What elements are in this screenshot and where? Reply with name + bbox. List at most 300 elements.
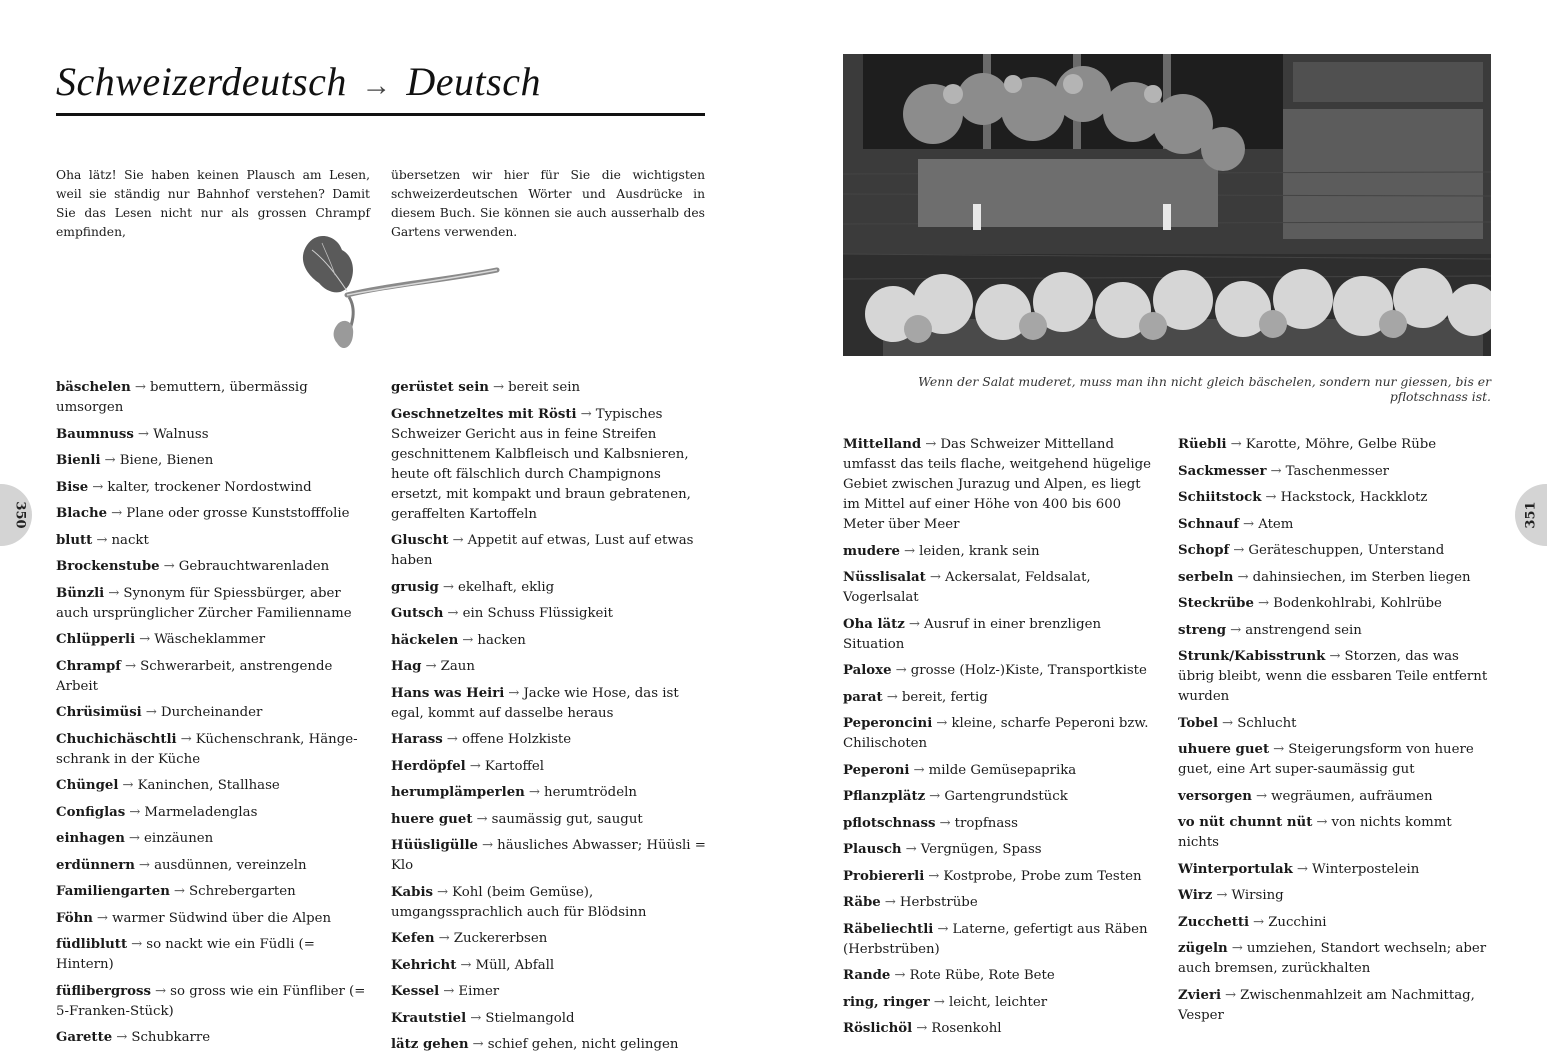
glossary-definition: Bodenkohlrabi, Kohlrübe (1273, 596, 1442, 611)
arrow-icon: → (128, 831, 141, 846)
glossary-definition: Plane oder grosse Kunststofffolie (126, 506, 350, 521)
glossary-definition: Das Schweizer Mittelland umfasst das teils flache, weitgehend hügelige Gebiet zwischen Jurazug und Alpen, es liegt im Mittel auf einer Höhe von 400 bis 600 Meter über Meer (843, 437, 1151, 532)
glossary-entry (843, 840, 1159, 860)
glossary-term: grusig (391, 579, 439, 595)
glossary-term: Chuchichäschtli (56, 731, 177, 747)
glossary-entry (391, 956, 707, 976)
glossary-definition: Küchenschrank, Hängeschrank in der Küche (56, 731, 358, 767)
glossary-term: Garette (56, 1030, 113, 1045)
glossary-entry (391, 836, 707, 876)
arrow-icon: → (180, 731, 192, 747)
glossary-definition: Kaninchen, Stallhase (137, 778, 280, 793)
glossary-entry (56, 504, 372, 524)
arrow-icon: → (460, 957, 472, 973)
arrow-icon: → (884, 895, 896, 910)
glossary-definition: Müll, Abfall (475, 957, 555, 973)
page-number-tab-right (1515, 484, 1547, 546)
glossary-term: Peperoncini (843, 716, 933, 731)
glossary-entry (1178, 541, 1494, 561)
arrow-icon: → (903, 543, 916, 559)
glossary-entry (843, 867, 1159, 887)
glossary-term: Kessel (391, 984, 440, 999)
glossary-definition: umziehen, Standort wechseln; aber auch bremsen, zurückhalten (1178, 941, 1487, 976)
glossary-definition: von nichts kommt nichts (1178, 815, 1452, 850)
glossary-entry (843, 542, 1159, 562)
glossary-column-1 (56, 378, 372, 1055)
arrow-icon: → (1237, 569, 1249, 585)
glossary-definition: kalter, trockener Nordostwind (107, 479, 312, 495)
glossary-definition: Wäscheklammer (154, 632, 266, 647)
glossary-entry (391, 883, 707, 923)
glossary-entry (56, 1028, 372, 1048)
glossary-term: pflotschnass (843, 815, 936, 831)
glossary-entry (391, 531, 707, 571)
arrow-icon: → (137, 426, 150, 442)
glossary-entry (56, 378, 372, 418)
glossary-entry (843, 761, 1159, 781)
arrow-icon: → (129, 804, 141, 820)
glossary-entry (56, 829, 372, 849)
glossary-term: ring, ringer (843, 994, 930, 1010)
title-arrow: → (361, 69, 392, 102)
glossary-term: Herdöpfel (391, 758, 466, 774)
glossary-term: Schiitstock (1178, 490, 1262, 505)
arrow-icon: → (905, 842, 917, 857)
arrow-icon: → (928, 868, 940, 884)
glossary-definition: bereit, fertig (901, 689, 988, 705)
glossary-entry (56, 703, 372, 723)
arrow-icon: → (108, 585, 120, 601)
glossary-entry (843, 435, 1159, 535)
glossary-term: versorgen (1178, 788, 1252, 804)
glossary-entry (391, 405, 707, 525)
arrow-icon: → (925, 437, 937, 452)
arrow-icon: → (442, 579, 454, 595)
glossary-term: Nüsslisalat (843, 570, 926, 585)
glossary-column-3 (843, 435, 1159, 1046)
glossary-entry (56, 584, 372, 624)
glossary-definition: Jacke wie Hose, das ist egal, kommt auf dasselbe heraus (391, 685, 679, 721)
glossary-term: Kefen (391, 931, 435, 946)
arrow-icon: → (438, 931, 450, 946)
glossary-definition: bereit sein (508, 380, 581, 395)
arrow-icon: → (908, 616, 921, 632)
glossary-entry (391, 631, 707, 651)
glossary-term: Rande (843, 968, 891, 983)
glossary-entry (391, 929, 707, 949)
glossary-definition: Marmeladenglas (144, 804, 258, 820)
arrow-icon: → (469, 758, 481, 774)
glossary-term: Rüebli (1178, 437, 1227, 452)
glossary-term: Räbe (843, 895, 881, 910)
window-flower-box-photo (843, 54, 1491, 356)
glossary-definition: Kartoffel (484, 758, 545, 774)
glossary-entry (843, 814, 1159, 834)
glossary-definition: Herbstrübe (899, 895, 978, 910)
glossary-entry (1178, 568, 1494, 588)
arrow-icon: → (933, 994, 945, 1010)
arrow-icon: → (462, 632, 474, 648)
glossary-term: füdliblutt (56, 937, 128, 952)
glossary-definition: so nackt wie ein Füdli (= Hintern) (56, 937, 315, 972)
glossary-entry (1178, 913, 1494, 933)
glossary-term: Probiererli (843, 868, 925, 884)
glossary-term: Krautstiel (391, 1010, 467, 1026)
arrow-icon: → (173, 884, 186, 899)
arrow-icon: → (1225, 987, 1237, 1003)
glossary-definition: schief gehen, nicht gelingen (487, 1037, 679, 1052)
glossary-column-2 (391, 378, 707, 1062)
glossary-entry (391, 1035, 707, 1055)
glossary-definition: häusliches Abwasser; Hüüsli = Klo (391, 838, 706, 873)
glossary-definition: Schwerarbeit, anstrengende Arbeit (56, 658, 333, 694)
arrow-icon: → (134, 380, 146, 395)
glossary-definition: grosse (Holz-)Kiste, Transportkiste (910, 663, 1147, 678)
glossary-definition: Storzen, das was übrig bleibt, wenn die essbaren Teile entfernt wurden (1178, 649, 1488, 704)
glossary-definition: Hackstock, Hackklotz (1280, 490, 1428, 505)
glossary-term: gerüstet sein (391, 380, 489, 395)
glossary-definition: Appetit auf etwas, Lust auf etwas haben (391, 533, 694, 568)
glossary-definition: bemuttern, übermässig umsorgen (56, 380, 308, 415)
glossary-entry (1178, 714, 1494, 734)
glossary-entry (391, 810, 707, 830)
photo-illustration (843, 54, 1491, 356)
arrow-icon: → (1216, 888, 1228, 903)
arrow-icon: → (1243, 516, 1255, 532)
arrow-icon: → (155, 983, 167, 999)
arrow-icon: → (1230, 437, 1242, 452)
arrow-icon: → (1255, 788, 1268, 804)
glossary-term: Geschnetzeltes mit Rösti (391, 406, 577, 422)
arrow-icon: → (472, 1037, 484, 1052)
glossary-entry (843, 993, 1159, 1013)
glossary-term: Räbeliechtli (843, 921, 934, 937)
glossary-term: Bienli (56, 453, 101, 468)
arrow-icon: → (895, 663, 907, 678)
glossary-definition: offene Holzkiste (461, 732, 572, 747)
arrow-icon: → (437, 884, 449, 900)
glossary-definition: ekelhaft, eklig (457, 579, 555, 595)
glossary-definition: Kostprobe, Probe zum Testen (943, 868, 1142, 884)
glossary-entry (391, 982, 707, 1002)
glossary-definition: Laterne, gefertigt aus Räben (Herbstrüben) (843, 921, 1148, 957)
arrow-icon: → (470, 1010, 482, 1026)
glossary-entry (391, 378, 707, 398)
arrow-icon: → (446, 732, 458, 747)
glossary-term: uhuere guet (1178, 742, 1270, 757)
arrow-icon: → (425, 659, 437, 674)
glossary-definition: Synonym für Spiessbürger, aber auch ursprünglicher Zürcher Familienname (56, 585, 352, 621)
glossary-entry (391, 1009, 707, 1029)
glossary-definition: Zucchini (1268, 914, 1327, 930)
glossary-term: Oha lätz (843, 616, 905, 632)
glossary-entry (1178, 435, 1494, 455)
glossary-term: füflibergross (56, 983, 152, 999)
glossary-definition: einzäunen (144, 831, 214, 846)
arrow-icon: → (1265, 490, 1277, 505)
arrow-icon: → (138, 857, 151, 873)
glossary-term: vo nüt chunnt nüt (1178, 815, 1313, 830)
glossary-entry (843, 966, 1159, 986)
arrow-icon: → (124, 658, 137, 674)
glossary-entry (391, 757, 707, 777)
glossary-term: Tobel (1178, 715, 1219, 731)
glossary-definition: Taschenmesser (1285, 463, 1390, 479)
glossary-definition: Vergnügen, Spass (920, 842, 1042, 857)
glossary-definition: anstrengend sein (1245, 622, 1362, 638)
glossary-definition: Ausruf in einer brenzligen Situation (843, 616, 1102, 652)
glossary-definition: milde Gemüsepaprika (928, 762, 1077, 778)
glossary-term: Zvieri (1178, 987, 1222, 1003)
glossary-entry (56, 803, 372, 823)
glossary-term: Chüngel (56, 778, 119, 793)
arrow-icon: → (1257, 596, 1270, 611)
glossary-term: Steckrübe (1178, 596, 1254, 611)
arrow-icon: → (443, 984, 455, 999)
arrow-icon: → (122, 778, 134, 793)
glossary-definition: Karotte, Möhre, Gelbe Rübe (1245, 437, 1437, 452)
glossary-definition: ein Schuss Flüssigkeit (462, 606, 614, 621)
glossary-entry (56, 776, 372, 796)
glossary-term: blutt (56, 532, 93, 548)
glossary-term: lätz gehen (391, 1037, 469, 1052)
glossary-entry (843, 568, 1159, 608)
glossary-term: Hag (391, 659, 422, 674)
glossary-term: Föhn (56, 910, 93, 926)
glossary-term: Strunk/Kabisstrunk (1178, 649, 1326, 664)
glossary-entry (56, 882, 372, 902)
arrow-icon: → (1316, 815, 1328, 830)
arrow-icon: → (96, 532, 108, 548)
arrow-icon: → (1233, 543, 1245, 558)
glossary-term: serbeln (1178, 569, 1234, 585)
glossary-term: bäschelen (56, 380, 131, 395)
glossary-entry (56, 730, 372, 770)
glossary-entry (1178, 594, 1494, 614)
glossary-entry (1178, 813, 1494, 853)
glossary-entry (843, 615, 1159, 655)
glossary-definition: Geräteschuppen, Unterstand (1248, 543, 1445, 558)
glossary-entry (56, 557, 372, 577)
arrow-icon: → (92, 479, 104, 495)
glossary-term: parat (843, 689, 883, 705)
glossary-definition: warmer Südwind über die Alpen (112, 910, 332, 926)
glossary-term: Peperoni (843, 762, 910, 778)
glossary-entry (391, 578, 707, 598)
arrow-icon: → (452, 533, 464, 548)
arrow-icon: → (131, 937, 143, 952)
glossary-term: Hüüsligülle (391, 838, 479, 853)
title-target-language: Deutsch (406, 59, 541, 104)
glossary-term: Chrüsimüsi (56, 705, 142, 720)
glossary-definition: Rote Rübe, Rote Bete (909, 968, 1055, 983)
glossary-term: Harass (391, 732, 443, 747)
glossary-term: Schopf (1178, 543, 1230, 558)
arrow-icon: → (116, 1030, 128, 1045)
glossary-term: Schnauf (1178, 516, 1240, 532)
arrow-icon: → (913, 762, 925, 778)
glossary-term: herumplämperlen (391, 785, 525, 800)
glossary-term: Brockenstube (56, 559, 160, 574)
glossary-definition: Zuckererbsen (453, 931, 548, 946)
glossary-term: einhagen (56, 831, 125, 846)
glossary-term: Plausch (843, 842, 902, 857)
arrow-icon: → (1231, 941, 1243, 956)
arrow-icon: → (1273, 742, 1285, 757)
glossary-entry (391, 684, 707, 724)
glossary-entry (1178, 647, 1494, 707)
glossary-column-4 (1178, 435, 1494, 1032)
arrow-icon: → (145, 705, 157, 720)
arrow-icon: → (111, 506, 123, 521)
glossary-entry (56, 630, 372, 650)
glossary-term: Gluscht (391, 533, 449, 548)
arrow-icon: → (937, 921, 949, 937)
leaf-stem-illustration (277, 225, 522, 370)
arrow-icon: → (580, 406, 592, 422)
glossary-entry (56, 478, 372, 498)
glossary-entry (56, 425, 372, 445)
glossary-term: zügeln (1178, 941, 1228, 956)
arrow-icon: → (492, 380, 505, 395)
intro-paragraph-left: Oha lätz! Sie haben keinen Plausch am Lesen, weil sie ständig nur Bahnhof verstehen? Damit Sie das Lesen nicht nur als grossen Chrampf empfinden, (56, 168, 370, 240)
glossary-entry (1178, 488, 1494, 508)
arrow-icon: → (936, 716, 948, 731)
arrow-icon: → (1270, 463, 1282, 479)
glossary-entry (391, 783, 707, 803)
arrow-icon: → (96, 910, 109, 926)
glossary-definition: Rosenkohl (931, 1021, 1002, 1036)
glossary-term: Blache (56, 506, 108, 521)
glossary-definition: Gebrauchtwarenladen (178, 559, 330, 574)
glossary-entry (56, 982, 372, 1022)
arrow-icon: → (1253, 914, 1265, 930)
page-number-tab-left (0, 484, 32, 546)
glossary-entry (1178, 462, 1494, 482)
arrow-icon: → (1329, 649, 1341, 664)
glossary-term: Pflanzplätz (843, 789, 926, 804)
glossary-entry (391, 604, 707, 624)
arrow-icon: → (104, 453, 116, 468)
glossary-entry (391, 730, 707, 750)
glossary-entry (1178, 986, 1494, 1026)
glossary-term: Wirz (1178, 888, 1213, 903)
page-title (56, 58, 541, 105)
arrow-icon: → (894, 968, 906, 983)
glossary-entry (56, 909, 372, 929)
glossary-definition: nackt (111, 532, 149, 548)
glossary-definition: Kohl (beim Gemüse), umgangssprachlich auch für Blödsinn (391, 884, 647, 920)
glossary-definition: wegräumen, aufräumen (1271, 788, 1433, 804)
page-number: 351 (1523, 501, 1539, 529)
arrow-icon: → (476, 811, 488, 827)
glossary-entry (1178, 860, 1494, 880)
glossary-entry (1178, 515, 1494, 535)
glossary-definition: so gross wie ein Fünfliber (= 5-Franken-Stück) (56, 983, 366, 1019)
glossary-definition: tropfnass (954, 815, 1018, 831)
arrow-icon: → (939, 815, 951, 831)
arrow-icon: → (508, 685, 520, 701)
glossary-term: Hans was Heiri (391, 685, 505, 701)
glossary-term: huere guet (391, 811, 473, 827)
glossary-definition: Stielmangold (485, 1010, 575, 1026)
glossary-definition: herumtrödeln (544, 785, 637, 800)
glossary-term: Sackmesser (1178, 463, 1267, 479)
glossary-definition: Wirsing (1231, 888, 1284, 903)
photo-caption: Wenn der Salat muderet, muss man ihn nicht gleich bäschelen, sondern nur giessen, bis er pflotschnass ist. (918, 374, 1491, 404)
glossary-term: Bise (56, 479, 89, 495)
glossary-entry (56, 856, 372, 876)
glossary-entry (56, 531, 372, 551)
glossary-definition: Zwischenmahlzeit am Nachmittag, Vesper (1178, 987, 1475, 1023)
glossary-definition: Biene, Bienen (119, 453, 214, 468)
glossary-term: Kabis (391, 884, 434, 900)
glossary-definition: Winterpostelein (1312, 861, 1420, 877)
glossary-entry (843, 787, 1159, 807)
glossary-entry (56, 935, 372, 975)
glossary-definition: Durcheinander (160, 705, 263, 720)
intro-paragraph-right: übersetzen wir hier für Sie die wichtigsten schweizerdeutschen Wörter und Ausdrücke in diesem Buch. Sie können sie auch ausserhalb des Gartens verwenden. (391, 168, 705, 240)
glossary-definition: kleine, scharfe Peperoni bzw. Chilischoten (843, 716, 1149, 751)
glossary-term: Paloxe (843, 663, 892, 678)
glossary-term: Baumnuss (56, 426, 134, 442)
glossary-definition: Zaun (440, 659, 475, 674)
glossary-term: Configlas (56, 804, 126, 820)
title-source-language: Schweizerdeutsch (56, 59, 347, 104)
glossary-definition: Typisches Schweizer Gericht aus in feine Streifen geschnittenem Kalbfleisch und Kalbsnieren, heute oft fälschlich durch Champignons ersetzt, mit kompakt und braun gebratenen, geraffelten Kartoffeln (391, 406, 691, 522)
glossary-entry (843, 1019, 1159, 1039)
glossary-definition: Atem (1258, 516, 1294, 532)
glossary-term: Kehricht (391, 957, 457, 973)
glossary-term: häckelen (391, 632, 459, 648)
glossary-definition: Schlucht (1237, 715, 1297, 731)
title-rule (56, 113, 705, 116)
arrow-icon: → (447, 606, 459, 621)
glossary-term: Chrampf (56, 658, 121, 674)
glossary-entry (56, 451, 372, 471)
glossary-term: Winterportulak (1178, 861, 1293, 877)
arrow-icon: → (929, 570, 941, 585)
glossary-definition: leiden, krank sein (919, 543, 1040, 559)
glossary-entry (391, 657, 707, 677)
glossary-definition: Eimer (458, 984, 500, 999)
arrow-icon: → (1222, 715, 1234, 731)
arrow-icon: → (1230, 622, 1242, 638)
glossary-entry (843, 893, 1159, 913)
glossary-entry (1178, 621, 1494, 641)
glossary-definition: ausdünnen, vereinzeln (154, 857, 307, 873)
glossary-term: streng (1178, 622, 1227, 638)
glossary-definition: hacken (477, 632, 526, 648)
glossary-definition: leicht, leichter (948, 994, 1048, 1010)
glossary-term: Familiengarten (56, 884, 170, 899)
glossary-entry (56, 657, 372, 697)
glossary-term: Röslichöl (843, 1021, 913, 1036)
glossary-term: erdünnern (56, 857, 135, 873)
arrow-icon: → (916, 1021, 928, 1036)
glossary-entry (843, 661, 1159, 681)
glossary-definition: Steigerungsform von huere guet, eine Art super-saumässig gut (1178, 742, 1474, 777)
arrow-icon: → (1296, 861, 1309, 877)
arrow-icon: → (482, 838, 494, 853)
glossary-term: Chlüpperli (56, 632, 136, 647)
glossary-definition: Schrebergarten (189, 884, 296, 899)
glossary-term: Bünzli (56, 585, 105, 601)
glossary-definition: Walnuss (153, 426, 209, 442)
glossary-entry (843, 920, 1159, 960)
glossary-term: mudere (843, 543, 900, 559)
glossary-definition: dahinsiechen, im Sterben liegen (1252, 569, 1471, 585)
